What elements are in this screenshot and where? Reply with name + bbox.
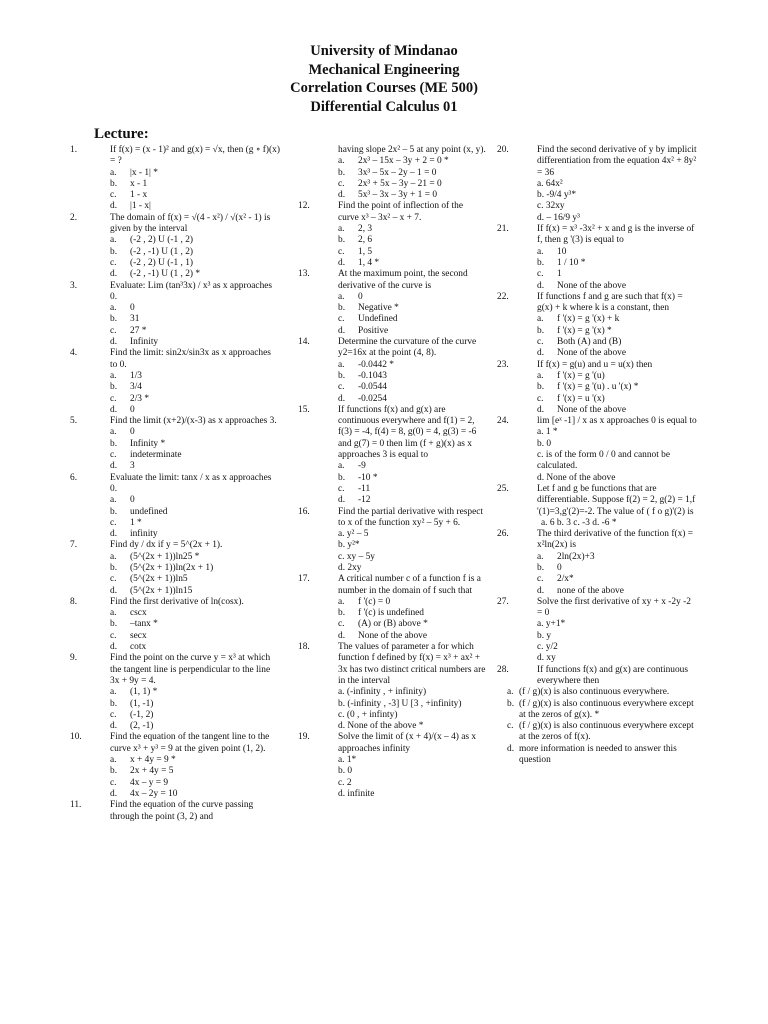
answer-option: a. (f / g)(x) is also continuous everywhere.: [507, 687, 670, 698]
option-letter: a.: [110, 551, 117, 562]
question-block: [70, 597, 280, 653]
answer-option: c. 1 *: [110, 517, 142, 528]
question-text: 7. Find dy / dx if y = 5^(2x + 1).: [70, 540, 223, 551]
option-letter: a.: [338, 359, 345, 370]
question-block: [70, 540, 280, 596]
question-block: [70, 732, 280, 800]
answer-option: a. 1/3: [110, 370, 142, 381]
question-block: [70, 213, 280, 281]
option-letter: c.: [338, 314, 345, 325]
option-letter: d.: [338, 630, 346, 641]
option-letter: a.: [338, 156, 345, 167]
option-letter: b.: [110, 246, 118, 257]
question-block: [497, 360, 697, 416]
answer-option: d. -12: [338, 495, 371, 506]
answer-option: c. is of the form 0 / 0 and cannot be calculated.: [537, 450, 671, 472]
question-number: 26.: [497, 529, 509, 540]
question-number: 11.: [70, 800, 82, 811]
question-number: 21.: [497, 224, 509, 235]
answer-option: d. – 16/9 y³: [537, 212, 580, 223]
question-block: [70, 145, 280, 213]
question-number: 3.: [70, 280, 78, 291]
option-letter: d.: [110, 461, 118, 472]
question-text: 4. Find the limit: sin2x/sin3x as x approaches to 0.: [70, 348, 271, 370]
question-block: [298, 642, 486, 732]
question-number: 1.: [70, 145, 78, 155]
question-text: 26. The third derivative of the function f(x) = x²ln(2x) is: [497, 529, 694, 551]
option-letter: c.: [537, 337, 544, 348]
department-name: Mechanical Engineering: [308, 61, 460, 78]
option-letter: b.: [110, 178, 118, 189]
course-name: Correlation Courses (ME 500): [290, 80, 478, 96]
option-letter: b.: [110, 562, 118, 573]
option-letter: a.: [110, 167, 117, 178]
question-block: [497, 224, 697, 292]
question-block: [497, 484, 697, 529]
answer-option: a. -0.0442 *: [338, 359, 394, 370]
question-text: 18. The values of parameter a for which function f defined by f(x) = x³ + ax² + 3x has two distinct critical numbers are in the interval: [298, 642, 486, 686]
option-letter: b.: [110, 314, 118, 325]
option-letter: c.: [507, 721, 514, 732]
answer-option: c. f '(x) = u '(x): [537, 393, 605, 404]
answer-option: c. 27 *: [110, 325, 147, 336]
question-text: 19. Solve the limit of (x + 4)/(x – 4) as x approaches infinity: [298, 732, 477, 754]
option-letter: b.: [110, 619, 118, 630]
answer-option: c. 2/3 *: [110, 393, 150, 404]
option-letter: d.: [110, 788, 118, 799]
answer-option: c. Undefined: [338, 314, 398, 325]
question-number: 16.: [298, 506, 310, 517]
answer-option: c. -0.0544: [338, 382, 387, 393]
option-letter: d.: [110, 585, 118, 596]
question-number: 6.: [70, 472, 78, 483]
question-block: [298, 732, 486, 800]
answer-option: d. -0.0254: [338, 393, 387, 404]
answer-option: b. Negative *: [338, 303, 399, 314]
answer-option: c. -11: [338, 483, 371, 494]
answer-option: b. 0: [537, 438, 552, 449]
answer-option: a. 0: [110, 427, 135, 438]
question-text: 20. Find the second derivative of y by implicit differentiation from the equation 4x² + 8y² = 36: [497, 145, 697, 178]
answer-option: b. -0.1043: [338, 370, 387, 381]
option-letter: c.: [537, 393, 544, 404]
answer-option: a. (5^(2x + 1))ln25 *: [110, 551, 200, 562]
question-block: [497, 416, 697, 484]
answer-option: b. (-2 , -1) U (1 , 2): [110, 246, 194, 257]
answer-option: c. (-2 , 2) U (-1 , 1): [110, 257, 194, 268]
option-letter: c.: [110, 190, 117, 201]
answer-option: b. f '(c) is undefined: [338, 608, 424, 619]
question-block: [298, 201, 486, 269]
question-text: 16. Find the partial derivative with respect to x of the function xy² – 5y + 6.: [298, 506, 484, 528]
option-letter: d.: [110, 269, 118, 280]
option-letter: d.: [110, 337, 118, 348]
answer-option: b. (5^(2x + 1))ln(2x + 1): [110, 562, 214, 573]
answer-option: d. None of the above *: [338, 721, 424, 732]
question-number: 5.: [70, 416, 78, 427]
question-column-1: [70, 145, 280, 823]
answer-option: c. secx: [110, 630, 147, 641]
answer-option: a. 1*: [338, 755, 357, 766]
option-letter: c.: [110, 257, 117, 268]
option-letter: b.: [507, 698, 515, 709]
option-letter: c.: [110, 630, 117, 641]
answer-option: a. x + 4y = 9 *: [110, 755, 176, 766]
answer-option: a. (1, 1) *: [110, 687, 158, 698]
question-text: 17. A critical number c of a function f is a number in the domain of f such that: [298, 574, 481, 596]
question-number: 4.: [70, 348, 78, 359]
answer-option: a. f '(x) = g '(x) + k: [537, 314, 620, 325]
answer-option: b. Infinity *: [110, 438, 166, 449]
question-number: 27.: [497, 596, 509, 607]
question-text: 27. Solve the first derivative of xy + x -2y -2 = 0: [497, 596, 691, 619]
option-letter: b.: [338, 370, 346, 381]
answer-option: d. 1, 4 *: [338, 257, 380, 268]
option-letter: b.: [110, 698, 118, 709]
question-number: 14.: [298, 337, 310, 348]
answer-option: b. 0: [338, 766, 353, 777]
answer-option: a. f '(x) = g '(u): [537, 370, 605, 381]
answer-option: b. 31: [110, 314, 140, 325]
question-text: 5. Find the limit (x+2)/(x-3) as x approaches 3.: [70, 416, 277, 427]
answer-option: b. (-infinity , -3] U [3 , +infinity): [338, 698, 462, 709]
question-block: [298, 145, 486, 201]
answer-option: c. y/2: [537, 642, 558, 653]
answer-option: b. f '(x) = g '(x) *: [537, 325, 612, 336]
university-name: University of Mindanao: [310, 43, 458, 59]
question-block: [298, 405, 486, 507]
answer-option: a. 2ln(2x)+3: [537, 551, 595, 562]
question-number: 7.: [70, 540, 78, 551]
answer-option: c. Both (A) and (B): [537, 337, 622, 348]
answer-option: b. y²*: [338, 540, 360, 551]
question-text: 25. Let f and g be functions that are differentiable. Suppose f(2) = 2, g(2) = 1,f '(1)=3,g'(2)=-2. The value of ( f o g)'(2) is: [497, 483, 696, 517]
question-number: 23.: [497, 359, 509, 370]
answer-option: b. 2, 6: [338, 235, 373, 246]
answer-option: a. y² – 5: [338, 529, 369, 540]
answer-option: a. 10: [537, 246, 567, 257]
question-column-3: [497, 145, 697, 766]
question-block: [497, 665, 697, 767]
option-letter: c.: [338, 619, 345, 630]
answer-option: d. None of the above: [537, 472, 616, 483]
answer-option: d. 3: [110, 461, 135, 472]
answer-option: d. (2, -1): [110, 721, 154, 732]
option-letter: c.: [110, 709, 117, 720]
answer-option: b. 3x³ – 5x – 2y – 1 = 0: [338, 167, 437, 178]
answer-option: a. y+1*: [537, 619, 566, 630]
option-letter: a.: [110, 687, 117, 698]
answer-option: d. xy: [537, 653, 556, 664]
question-text: having slope 2x² – 5 at any point (x, y).: [338, 145, 486, 155]
question-block: [298, 337, 486, 405]
option-letter: d.: [537, 280, 545, 291]
option-letter: b.: [110, 766, 118, 777]
question-number: 9.: [70, 653, 78, 664]
answer-option: a. 0: [338, 291, 363, 302]
answer-option: a. |x - 1| *: [110, 167, 158, 178]
answer-option: d. Infinity: [110, 337, 159, 348]
answer-option: d. 2xy: [338, 562, 362, 573]
question-number: 19.: [298, 732, 310, 743]
option-letter: b.: [338, 608, 346, 619]
answer-option: c. 2/x*: [537, 574, 574, 585]
answer-option: b. f '(x) = g '(u) . u '(x) *: [537, 382, 639, 393]
answer-option: c. (5^(2x + 1))ln5: [110, 574, 188, 585]
answer-option: d. None of the above: [537, 280, 626, 291]
option-letter: d.: [537, 348, 545, 359]
answer-option: d. (-2 , -1) U (1 , 2) *: [110, 269, 201, 280]
question-block: [70, 348, 280, 416]
answer-option: d. infinity: [110, 529, 158, 540]
option-letter: c.: [110, 574, 117, 585]
answer-option: c. (0 , + infinty): [338, 709, 398, 720]
question-text: 12. Find the point of inflection of the curve x³ – 3x² – x + 7.: [298, 201, 463, 223]
question-text: 14. Determine the curvature of the curve y2=16x at the point (4, 8).: [298, 337, 477, 359]
answer-option: d. cotx: [110, 642, 147, 653]
option-letter: d.: [110, 404, 118, 415]
answer-option: b. x - 1: [110, 178, 148, 189]
option-letter: c.: [338, 178, 345, 189]
question-text: 24. lim [eˣ -1] / x as x approaches 0 is equal to: [497, 416, 697, 427]
question-text: 2. The domain of f(x) = √(4 - x²) / √(x² - 1) is given by the interval: [70, 212, 271, 235]
option-letter: c.: [338, 483, 345, 494]
question-number: 13.: [298, 269, 310, 280]
answer-option: b. (f / g)(x) is also continuous everywhere except at the zeros of g(x). *: [507, 698, 694, 720]
answer-option: d. 0: [110, 404, 135, 415]
question-number: 17.: [298, 574, 310, 585]
answer-option: d. (5^(2x + 1))ln15: [110, 585, 193, 596]
question-text: 6. Evaluate the limit: tanx / x as x approaches 0.: [70, 472, 272, 494]
answer-option: a. 0: [110, 495, 135, 506]
answer-option: a. f '(c) = 0: [338, 596, 391, 607]
question-block: [497, 145, 697, 224]
answer-option: d. None of the above: [537, 348, 626, 359]
option-letter: a.: [110, 427, 117, 438]
answer-option: d. |1 - x|: [110, 201, 151, 212]
option-letter: a.: [110, 755, 117, 766]
question-number: 15.: [298, 404, 310, 415]
option-letter: a.: [537, 246, 544, 257]
option-letter: c.: [110, 450, 117, 461]
option-letter: a.: [338, 596, 345, 607]
option-letter: c.: [338, 246, 345, 257]
answer-option: b. -9/4 y³*: [537, 190, 577, 201]
answer-option: a. 2x³ – 15x – 3y + 2 = 0 *: [338, 156, 449, 167]
question-number: 10.: [70, 732, 82, 743]
option-letter: b.: [537, 325, 545, 336]
answer-option: c. 1 - x: [110, 190, 148, 201]
answer-option: d. None of the above: [338, 630, 427, 641]
option-letter: d.: [338, 190, 346, 201]
question-block: [70, 416, 280, 472]
option-letter: b.: [338, 472, 346, 483]
answer-option: c. 4x – y = 9: [110, 777, 169, 788]
question-text: 15. If functions f(x) and g(x) are continuous everywhere and f(1) = 2, f(3) = -4, f(4) = 8, g(0) = 4, g(3) = -6 and g(7) = 0 then lim (f + g)(x) as x approaches 3 is equal to: [298, 404, 477, 461]
question-text: 1. If f(x) = (x - 1)² and g(x) = √x, then (g ∘ f)(x) = ?: [70, 145, 280, 167]
answer-options-inline: a. 6 b. 3 c. -3 d. -6 *: [541, 517, 617, 528]
question-text: 21. If f(x) = x³ -3x² + x and g is the inverse of f, then g '(3) is equal to: [497, 224, 695, 246]
answer-option: d. 4x – 2y = 10: [110, 788, 178, 799]
answer-option: b. (1, -1): [110, 698, 154, 709]
answer-option: b. undefined: [110, 506, 168, 517]
option-letter: a.: [110, 303, 117, 314]
question-text: 10. Find the equation of the tangent line to the curve x³ + y³ = 9 at the given point (1, 2).: [70, 732, 270, 754]
lecture-label: Lecture:: [94, 126, 149, 142]
answer-option: a. 64x²: [537, 178, 563, 189]
option-letter: b.: [338, 167, 346, 178]
question-column-2: [298, 145, 486, 800]
answer-option: a. (-2 , 2) U (-1 , 2): [110, 235, 194, 246]
question-block: [298, 269, 486, 337]
option-letter: b.: [537, 382, 545, 393]
answer-option: d. Positive: [338, 325, 389, 336]
answer-option: b. 1 / 10 *: [537, 257, 586, 268]
option-letter: a.: [110, 235, 117, 246]
option-letter: b.: [537, 562, 545, 573]
option-letter: c.: [110, 777, 117, 788]
answer-option: c. 2x³ + 5x – 3y – 21 = 0: [338, 178, 442, 189]
option-letter: c.: [537, 269, 544, 280]
answer-option: c. 32xy: [537, 201, 565, 212]
option-letter: d.: [507, 743, 515, 754]
answer-option: a. 1 *: [537, 427, 558, 438]
question-number: 18.: [298, 642, 310, 653]
option-letter: a.: [110, 608, 117, 619]
answer-option: c. indeterminate: [110, 450, 182, 461]
answer-option: b. 0: [537, 562, 562, 573]
option-letter: b.: [110, 438, 118, 449]
answer-option: d. 5x³ – 3x – 3y + 1 = 0: [338, 190, 438, 201]
option-letter: c.: [110, 393, 117, 404]
option-letter: a.: [338, 291, 345, 302]
answer-option: a. 2, 3: [338, 224, 373, 235]
option-letter: b.: [110, 506, 118, 517]
answer-option: c. 1, 5: [338, 246, 373, 257]
document-header: [0, 42, 768, 116]
answer-option: c. xy – 5y: [338, 551, 375, 562]
answer-option: b. -10 *: [338, 472, 378, 483]
option-letter: a.: [110, 495, 117, 506]
option-letter: d.: [110, 529, 118, 540]
question-text: 28. If functions f(x) and g(x) are continuous everywhere then: [497, 664, 688, 686]
answer-option: a. 0: [110, 303, 135, 314]
option-letter: d.: [537, 585, 545, 596]
question-block: [497, 597, 697, 665]
option-letter: d.: [338, 393, 346, 404]
option-letter: a.: [537, 551, 544, 562]
answer-option: c. (f / g)(x) is also continuous everywhere except at the zeros of f(x).: [507, 721, 694, 743]
answer-option: a. -9: [338, 461, 366, 472]
question-text: 11. Find the equation of the curve passing through the point (3, 2) and: [70, 800, 254, 822]
option-letter: d.: [110, 721, 118, 732]
question-block: [298, 574, 486, 642]
answer-option: b. –tanx *: [110, 619, 158, 630]
question-text: 9. Find the point on the curve y = x³ at which the tangent line is perpendicular to the line 3x + 9y = 4.: [70, 653, 271, 686]
option-letter: d.: [537, 404, 545, 415]
question-number: 22.: [497, 291, 509, 302]
question-number: 20.: [497, 145, 509, 155]
question-block: [70, 473, 280, 541]
answer-option: b. 3/4: [110, 382, 142, 393]
answer-option: d. None of the above: [537, 404, 626, 415]
option-letter: a.: [507, 687, 514, 698]
option-letter: c.: [110, 325, 117, 336]
option-letter: a.: [537, 370, 544, 381]
option-letter: b.: [338, 303, 346, 314]
option-letter: d.: [338, 257, 346, 268]
option-letter: c.: [338, 382, 345, 393]
option-letter: d.: [338, 495, 346, 506]
option-letter: b.: [110, 382, 118, 393]
question-block: [497, 292, 697, 360]
answer-option: c. 2: [338, 777, 352, 788]
question-number: 24.: [497, 416, 509, 427]
option-letter: d.: [110, 201, 118, 212]
option-letter: a.: [338, 224, 345, 235]
option-letter: d.: [110, 642, 118, 653]
answer-option: d. none of the above: [537, 585, 624, 596]
answer-option: c. 1: [537, 269, 562, 280]
option-letter: c.: [537, 574, 544, 585]
option-letter: d.: [338, 325, 346, 336]
question-number: 12.: [298, 201, 310, 212]
question-block: [70, 281, 280, 349]
question-text: 3. Evaluate: Lim (tan³3x) / x³ as x approaches 0.: [70, 280, 273, 302]
question-block: [298, 507, 486, 575]
question-block: [70, 653, 280, 732]
answer-option: d. more information is needed to answer this question: [507, 743, 677, 766]
option-letter: b.: [537, 257, 545, 268]
option-letter: a.: [338, 461, 345, 472]
question-block: [497, 529, 697, 597]
answer-option: d. infinite: [338, 788, 375, 799]
topic-title: Differential Calculus 01: [310, 98, 458, 115]
answer-option: a. cscx: [110, 608, 147, 619]
answer-option: c. (A) or (B) above *: [338, 619, 428, 630]
answer-option: c. (-1, 2): [110, 709, 154, 720]
option-letter: a.: [537, 314, 544, 325]
answer-option: b. 2x + 4y = 5: [110, 766, 174, 777]
question-text: 8. Find the first derivative of ln(cosx).: [70, 596, 244, 607]
option-letter: a.: [110, 370, 117, 381]
question-number: 8.: [70, 596, 78, 607]
question-number: 25.: [497, 483, 509, 494]
option-letter: b.: [338, 235, 346, 246]
question-text: 22. If functions f and g are such that f(x) = g(x) + k where k is a constant, then: [497, 291, 683, 314]
question-number: 2.: [70, 212, 78, 223]
answer-option: b. y: [537, 630, 552, 641]
question-block: [70, 800, 280, 823]
option-letter: c.: [110, 517, 117, 528]
question-text: 13. At the maximum point, the second derivative of the curve is: [298, 269, 468, 291]
question-number: 28.: [497, 664, 509, 675]
answer-option: a. (-infinity , + infinity): [338, 687, 427, 698]
question-text: 23. If f(x) = g(u) and u = u(x) then: [497, 359, 653, 370]
